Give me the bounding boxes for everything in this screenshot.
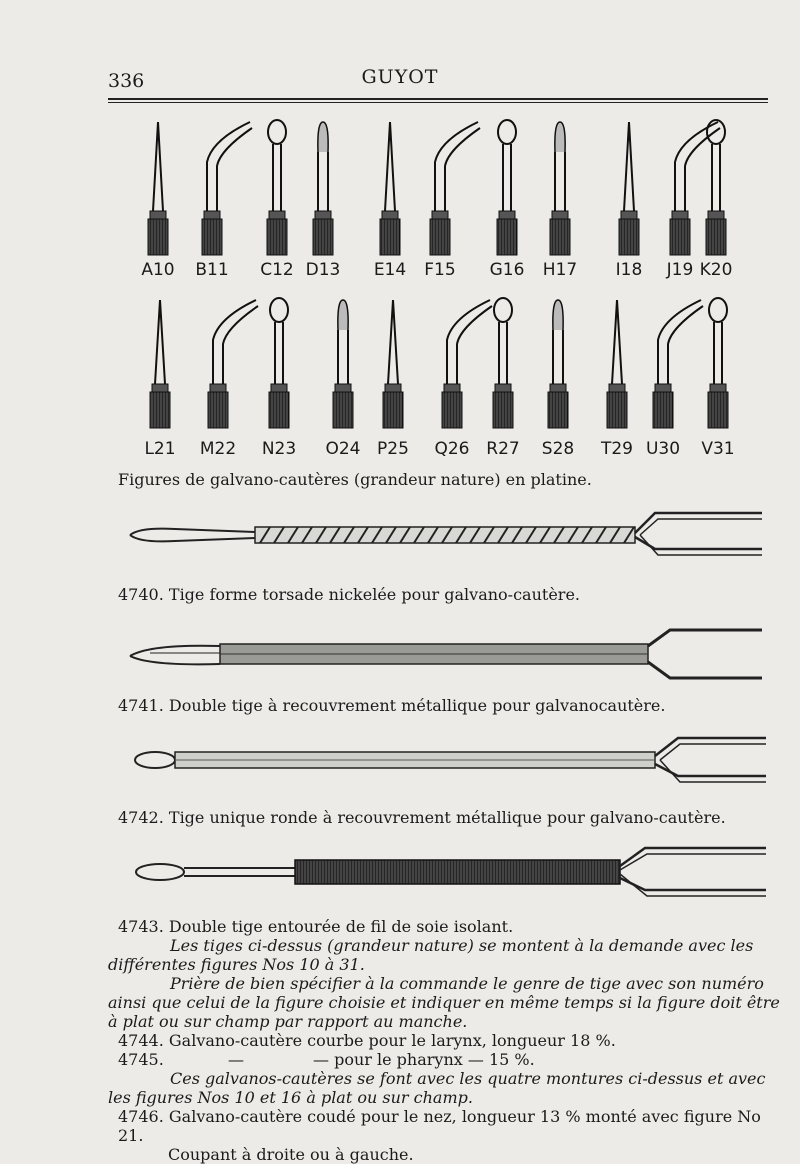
- item-4746: 4746. Galvano-cautère coudé pour le nez, longueur 13 % monté avec figure No 21.: [118, 1107, 761, 1145]
- cautery-tip-figure: [706, 120, 726, 255]
- figure-label: H17: [542, 260, 578, 280]
- note-larynx-pharynx: Ces galvanos-cautères se font avec les quatre montures ci-dessus et avec les figures Nos 10 et 16 à plat ou sur champ.: [108, 1069, 766, 1107]
- figure-label: I18: [615, 260, 643, 280]
- figure-label: S28: [541, 439, 575, 459]
- rod-4740-illustration: [0, 505, 800, 565]
- figure-label: J19: [666, 260, 694, 280]
- figure-row-2-labels: [144, 439, 734, 459]
- rod-4741-illustration: [0, 620, 800, 690]
- cautery-tip-figure: [619, 122, 639, 255]
- figure-label: R27: [486, 439, 520, 459]
- figure-label: K20: [699, 260, 733, 280]
- cautery-tip-figure: [333, 300, 353, 428]
- cautery-tip-figure: [548, 300, 568, 428]
- figure-label: B11: [195, 260, 229, 280]
- cautery-tip-figure: [550, 122, 570, 255]
- cautery-tip-figure: [150, 300, 170, 428]
- rod-4742-illustration: [0, 730, 800, 790]
- item-4746-detail: Coupant à droite ou à gauche.: [168, 1145, 414, 1164]
- note-ordering: Prière de bien spécifier à la commande le genre de tige avec son numéro ainsi que celui de la figure choisie et indiquer en même temps si la figure doit être à plat ou sur champ par rapport au manche.: [108, 974, 780, 1031]
- figure-label: T29: [600, 439, 634, 459]
- page-title: GUYOT: [361, 66, 439, 88]
- figure-row-1-labels: [141, 260, 732, 280]
- figure-label: L21: [144, 439, 176, 459]
- item-4745: [108, 1050, 788, 1069]
- cautery-tip-figure: [430, 122, 480, 255]
- figure-label: C12: [260, 260, 294, 280]
- item-4745-desc: — pour le pharynx — 15 %.: [313, 1050, 535, 1069]
- item-4745-number: 4745.: [118, 1050, 164, 1069]
- figure-row-2: [150, 298, 728, 428]
- page-number: 336: [108, 70, 145, 92]
- item-4744: 4744. Galvano-cautère courbe pour le larynx, longueur 18 %.: [118, 1031, 616, 1050]
- header-rule: [108, 98, 768, 100]
- cautery-tip-figure: [653, 300, 703, 428]
- figure-label: Q26: [434, 439, 470, 459]
- rod-4743-illustration: [0, 842, 800, 902]
- cautery-tip-figure: [383, 300, 403, 428]
- item-4741: 4741. Double tige à recouvrement métallique pour galvanocautère.: [118, 696, 666, 715]
- cautery-tip-figure: [493, 298, 513, 428]
- figure-label: U30: [645, 439, 681, 459]
- cautery-tip-figure: [442, 300, 492, 428]
- note-mounting: Les tiges ci-dessus (grandeur nature) se montent à la demande avec les différentes figures Nos 10 à 31.: [108, 936, 754, 974]
- item-4745-ditto-1: —: [228, 1050, 244, 1069]
- figure-label: M22: [199, 439, 237, 459]
- figure-label: E14: [373, 260, 407, 280]
- item-4743-block: [108, 917, 788, 1164]
- figures-caption: Figures de galvano-cautères (grandeur nature) en platine.: [118, 470, 592, 489]
- header-rule-thin: [108, 102, 768, 103]
- cautery-tip-figure: [202, 122, 252, 255]
- item-4740: 4740. Tige forme torsade nickelée pour galvano-cautère.: [118, 585, 580, 604]
- cautery-tip-figure: [380, 122, 400, 255]
- cautery-tip-figure: [269, 298, 289, 428]
- cautery-tip-figure: [708, 298, 728, 428]
- cautery-tip-figure: [497, 120, 517, 255]
- figure-row-1: [148, 120, 726, 255]
- figure-label: G16: [489, 260, 525, 280]
- figure-label: P25: [377, 439, 409, 459]
- cautery-tip-figure: [208, 300, 258, 428]
- figure-label: D13: [305, 260, 341, 280]
- cautery-tip-figure: [148, 122, 168, 255]
- figure-label: O24: [325, 439, 361, 459]
- item-4743: 4743. Double tige entourée de fil de soie isolant.: [118, 917, 514, 936]
- cautery-figures: [0, 110, 800, 470]
- cautery-tip-figure: [313, 122, 333, 255]
- figure-label: F15: [424, 260, 456, 280]
- figure-label: V31: [701, 439, 735, 459]
- cautery-tip-figure: [607, 300, 627, 428]
- figure-label: N23: [261, 439, 297, 459]
- item-4742: 4742. Tige unique ronde à recouvrement métallique pour galvano-cautère.: [118, 808, 726, 827]
- figure-label: A10: [141, 260, 175, 280]
- cautery-tip-figure: [267, 120, 287, 255]
